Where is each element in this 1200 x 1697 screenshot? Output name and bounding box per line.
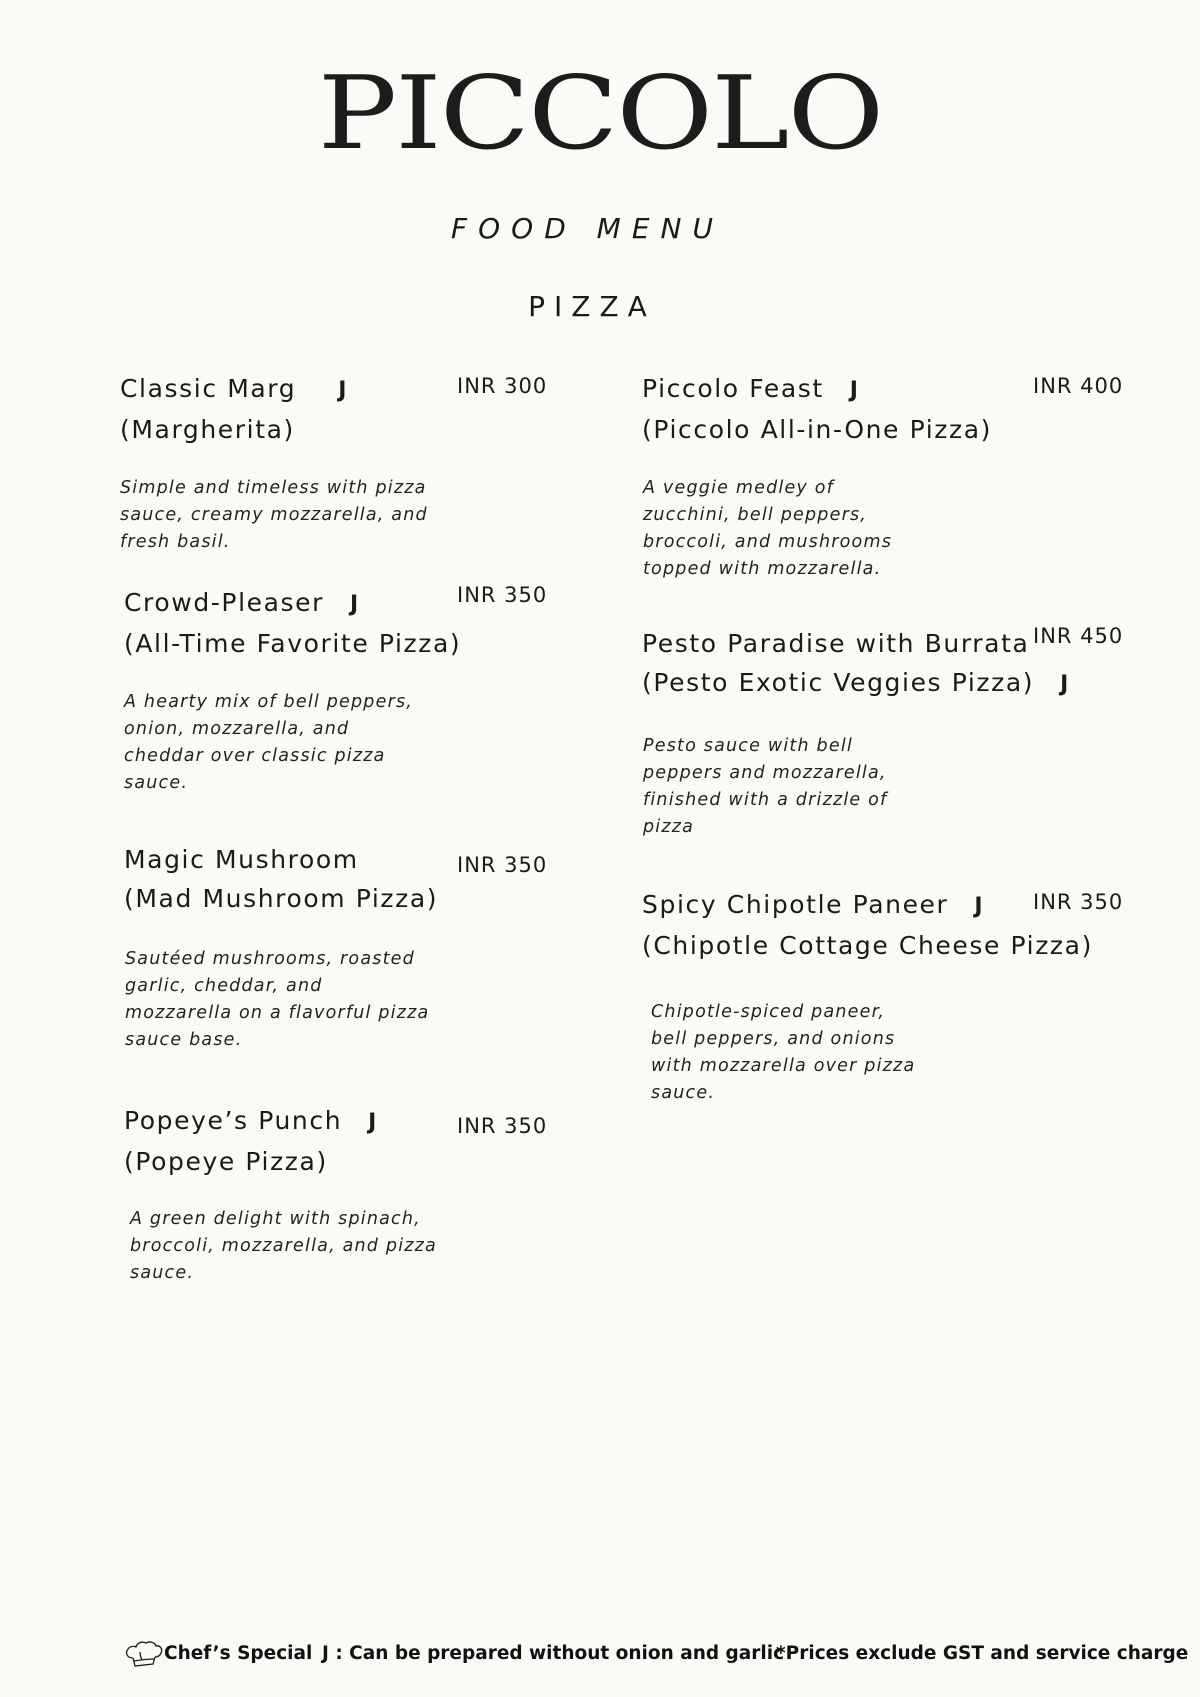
item-price: INR 350 xyxy=(457,583,548,607)
menu-item-spicy-chipotle-paneer xyxy=(642,885,1093,965)
item-description: A hearty mix of bell peppers, onion, mozzarella, and cheddar over classic pizza sauce. xyxy=(124,692,414,793)
item-price: INR 350 xyxy=(1033,890,1124,914)
section-title-pizza: PIZZA xyxy=(528,290,656,323)
menu-subtitle: FOOD MENU xyxy=(451,212,724,245)
item-subname: (Popeye Pizza) xyxy=(124,1147,328,1176)
item-subname: (Mad Mushroom Pizza) xyxy=(124,884,439,913)
menu-item-pesto-paradise xyxy=(642,624,1070,704)
menu-item-classic-marg xyxy=(120,369,348,449)
item-price: INR 350 xyxy=(457,853,548,877)
item-price: INR 350 xyxy=(457,1114,548,1138)
item-subname: (Piccolo All-in-One Pizza) xyxy=(642,415,992,444)
item-name: Pesto Paradise with Burrata xyxy=(642,629,1030,658)
veg-mark: J xyxy=(849,378,860,403)
item-subname: (All-Time Favorite Pizza) xyxy=(124,629,462,658)
menu-item-piccolo-feast xyxy=(642,369,992,449)
item-description: A green delight with spinach, broccoli, mozzarella, and pizza sauce. xyxy=(130,1209,437,1283)
menu-item-crowd-pleaser xyxy=(124,583,461,663)
item-subname: (Pesto Exotic Veggies Pizza) J xyxy=(642,668,1070,697)
item-name: Crowd-Pleaser J xyxy=(124,588,360,617)
item-name: Piccolo Feast J xyxy=(642,374,860,403)
veg-mark: J xyxy=(1060,672,1070,697)
menu-item-popeyes-punch xyxy=(124,1101,378,1181)
veg-mark-legend: J : Can be prepared without onion and garlic xyxy=(322,1643,785,1664)
item-name: Spicy Chipotle Paneer J xyxy=(642,890,985,919)
item-price: INR 450 xyxy=(1033,624,1124,648)
item-description: Chipotle-spiced paneer, bell peppers, and onions with mozzarella over pizza sauce. xyxy=(651,1002,916,1103)
price-note: *Prices exclude GST and service charge xyxy=(776,1643,1189,1664)
item-name: Popeye’s Punch J xyxy=(124,1106,378,1135)
menu-item-magic-mushroom xyxy=(124,840,438,918)
item-subname: (Margherita) xyxy=(120,415,295,444)
item-name: Magic Mushroom xyxy=(124,845,359,874)
item-description: Pesto sauce with bell peppers and mozzarella, finished with a drizzle of pizza xyxy=(643,736,888,837)
brand-title: PICCOLO xyxy=(317,53,883,173)
veg-mark: J xyxy=(350,592,360,617)
item-price: INR 300 xyxy=(457,374,548,398)
item-description: A veggie medley of zucchini, bell peppers, broccoli, and mushrooms topped with mozzarella. xyxy=(643,478,893,579)
item-subname: (Chipotle Cottage Cheese Pizza) xyxy=(642,931,1093,960)
chef-special-legend: Chef’s Special xyxy=(164,1643,313,1664)
veg-mark: J xyxy=(368,1110,378,1135)
item-description: Simple and timeless with pizza sauce, creamy mozzarella, and fresh basil. xyxy=(120,478,428,552)
item-name: Classic Marg J xyxy=(120,374,349,403)
chef-hat-icon xyxy=(124,1640,164,1668)
veg-mark: J xyxy=(974,894,985,919)
item-description: Sautéed mushrooms, roasted garlic, cheddar, and mozzarella on a flavorful pizza sauce base. xyxy=(125,949,430,1050)
item-price: INR 400 xyxy=(1033,374,1124,398)
veg-mark: J xyxy=(338,378,349,403)
